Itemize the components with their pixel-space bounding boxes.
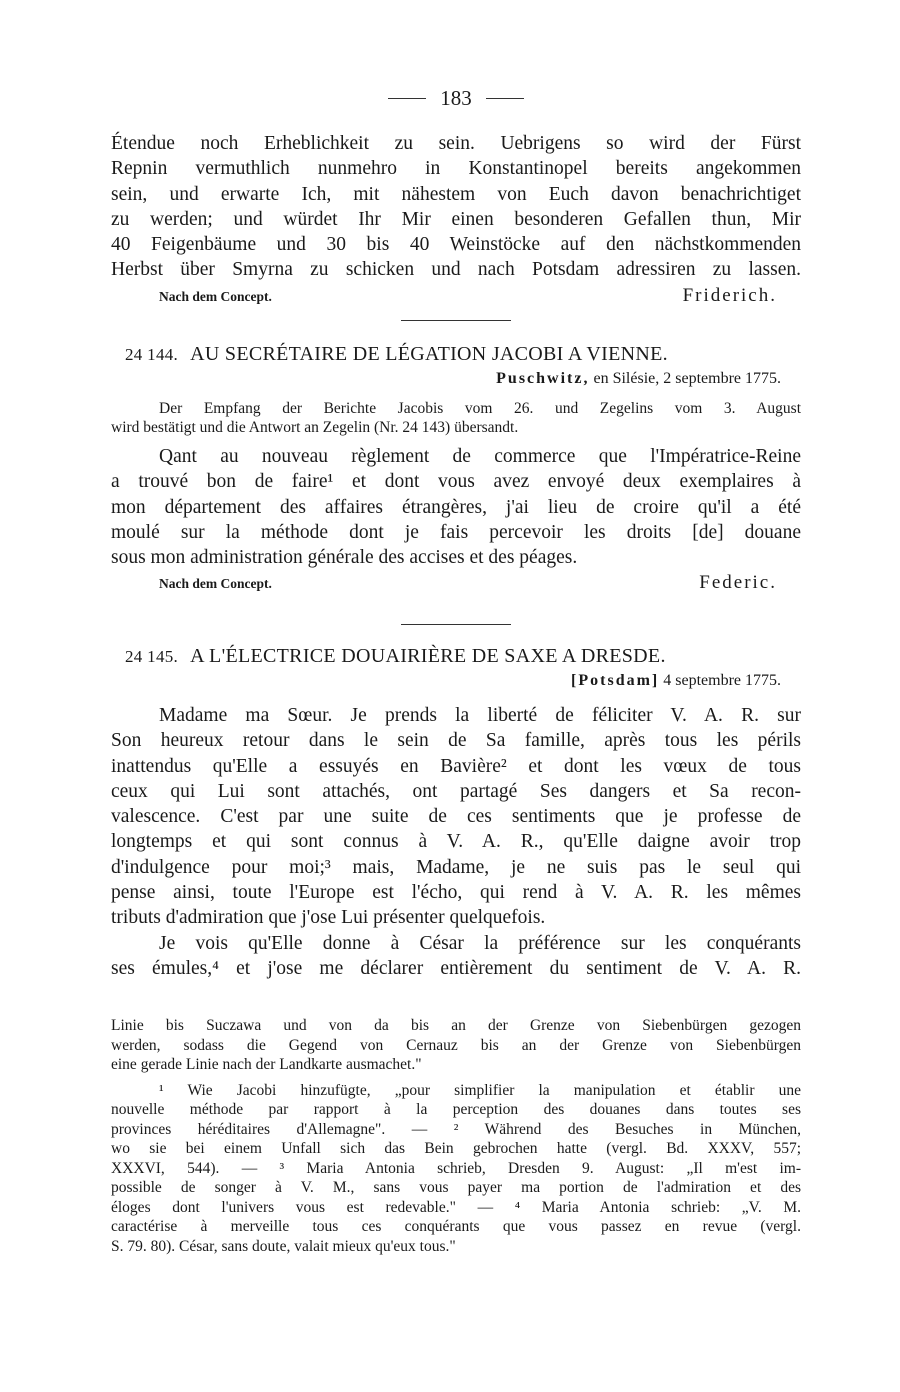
source-note: Nach dem Concept.	[159, 576, 272, 592]
top-line: Repnin vermuthlich nunmehro in Konstantinopel bereits angekommen	[111, 158, 801, 180]
body-line: Madame ma Sœur. Je prends la liberté de féliciter V. A. R. sur	[159, 705, 801, 726]
letter-body	[111, 703, 801, 981]
signature: Federic.	[699, 572, 777, 594]
letter-body	[111, 444, 801, 570]
letter-heading	[111, 645, 801, 668]
footnote-line: ¹ Wie Jacobi hinzufügte, „pour simplifier la manipulation et établir une	[159, 1081, 801, 1099]
body-line: mon département des affaires étrangères, j'ai lieu de croire qu'il a été	[111, 496, 801, 518]
body-line: Je vois qu'Elle donne à César la préférence sur les conquérants	[159, 932, 801, 954]
letter-heading	[111, 343, 801, 366]
top-line: sein, und erwarte Ich, mit nähestem von Euch davon benachrichtiget	[111, 183, 801, 205]
footnote-notes	[111, 1081, 801, 1257]
footnotes	[111, 1016, 801, 1256]
page-header	[111, 86, 801, 111]
top-signature-row	[111, 285, 801, 307]
letter-title: A L'ÉLECTRICE DOUAIRIÈRE DE SAXE A DRESDE.	[190, 645, 666, 667]
letter-dateline	[111, 672, 801, 690]
footnote-line: éloges dont l'univers vous est redevable." — ⁴ Maria Antonia schrieb: „V. M.	[111, 1198, 801, 1216]
top-line: Étendue noch Erheblichkeit zu sein. Uebrigens so wird der Fürst	[111, 133, 801, 154]
letter-place: [Potsdam]	[571, 672, 660, 689]
footnote-line: Linie bis Suczawa und von da bis an der Grenze von Siebenbürgen gezogen	[111, 1017, 801, 1034]
body-line: valescence. C'est par une suite de ces sentiments que je professe de	[111, 806, 801, 828]
top-line: zu werden; und würdet Ihr Mir einen besonderen Gefallen thun, Mir	[111, 208, 801, 230]
footnote-line: XXXVI, 544). — ³ Maria Antonia schrieb, Dresden 9. August: „Il m'est im-	[111, 1159, 801, 1177]
body-line: d'indulgence pour moi;³ mais, Madame, je ne suis pas le seul qui	[111, 856, 801, 878]
footnote-line: S. 79. 80). César, sans doute, valait mieux qu'eux tous."	[111, 1237, 456, 1255]
body-line: moulé sur la méthode dont je fais percevoir les droits [de] douane	[111, 521, 801, 543]
body-line: longtemps et qui sont connus à V. A. R., qu'Elle daigne avoir trop	[111, 831, 801, 853]
letter-title: AU SECRÉTAIRE DE LÉGATION JACOBI A VIENNE.	[190, 343, 668, 365]
body-line: pense ainsi, toute l'Europe est l'écho, qui rend à V. A. R. les mêmes	[111, 882, 801, 904]
letter-number: 24 144.	[125, 345, 179, 364]
body-line: ceux qui Lui sont attachés, ont partagé Ses dangers et Sa recon-	[111, 780, 801, 802]
top-paragraph	[111, 131, 801, 283]
footnote-line: provinces héréditaires d'Allemagne". — ² Während des Besuches in München,	[111, 1120, 801, 1138]
body-line: inattendus qu'Elle a essuyés en Bavière² et dont les vœux de tous	[111, 755, 801, 777]
separator-rule	[111, 320, 801, 321]
letter-dateline	[111, 370, 801, 388]
summary-line: wird bestätigt und die Antwort an Zegelin (Nr. 24 143) übersandt.	[111, 419, 519, 436]
footnote-line: wo sie bei einem Unfall sich das Bein gebrochen hatte (vergl. Bd. XXXV, 557;	[111, 1140, 801, 1157]
summary-line: Der Empfang der Berichte Jacobis vom 26. und Zegelins vom 3. August	[159, 400, 801, 417]
body-line: ses émules,⁴ et j'ose me déclarer entièrement du sentiment de V. A. R.	[111, 957, 801, 979]
letter-date: en Silésie, 2 septembre 1775.	[593, 370, 781, 387]
footnote-line: werden, sodass die Gegend von Cernauz bis an der Grenze von Siebenbürgen	[111, 1036, 801, 1054]
body-line: a trouvé bon de faire¹ et dont vous avez envoyé deux exemplaires à	[111, 471, 801, 493]
letter-24145	[111, 645, 801, 981]
letter-date: 4 septembre 1775.	[663, 672, 781, 689]
top-line: Herbst über Smyrna zu schicken und nach Potsdam adressiren zu lassen.	[111, 259, 801, 281]
top-text	[111, 131, 801, 307]
separator-rule	[111, 624, 801, 625]
footnote-line: nouvelle méthode par rapport à la perception des douanes dans toutes ses	[111, 1101, 801, 1118]
letter-number: 24 145.	[125, 647, 179, 666]
signature: Friderich.	[682, 284, 777, 306]
letter-summary	[111, 399, 801, 437]
letter-place: Puschwitz,	[496, 370, 590, 387]
body-line: tributs d'admiration que j'ose Lui présenter quelquefois.	[111, 907, 546, 929]
footnote-line: eine gerade Linie nach der Landkarte ausmachet."	[111, 1056, 422, 1073]
footnote-line: possible de songer à V. M., sans vous payer ma portion de l'admiration et des	[111, 1179, 801, 1196]
body-line: Qant au nouveau règlement de commerce que l'Impératrice-Reine	[159, 446, 801, 467]
header-dash-left	[388, 98, 426, 99]
footnote-line: caractérise à merveille tous ces conquérants que vous passez en revue (vergl.	[111, 1218, 801, 1235]
page-number: 183	[440, 86, 472, 110]
letter-signature-row	[111, 572, 801, 594]
letter-24144	[111, 343, 801, 594]
body-line: sous mon administration générale des accises et des péages.	[111, 547, 578, 569]
footnote-continuation	[111, 1016, 801, 1075]
top-line: 40 Feigenbäume und 30 bis 40 Weinstöcke auf den nächstkommenden	[111, 234, 801, 256]
header-dash-right	[486, 98, 524, 99]
body-line: Son heureux retour dans le sein de Sa famille, après tous les périls	[111, 730, 801, 752]
source-note: Nach dem Concept.	[159, 288, 272, 304]
